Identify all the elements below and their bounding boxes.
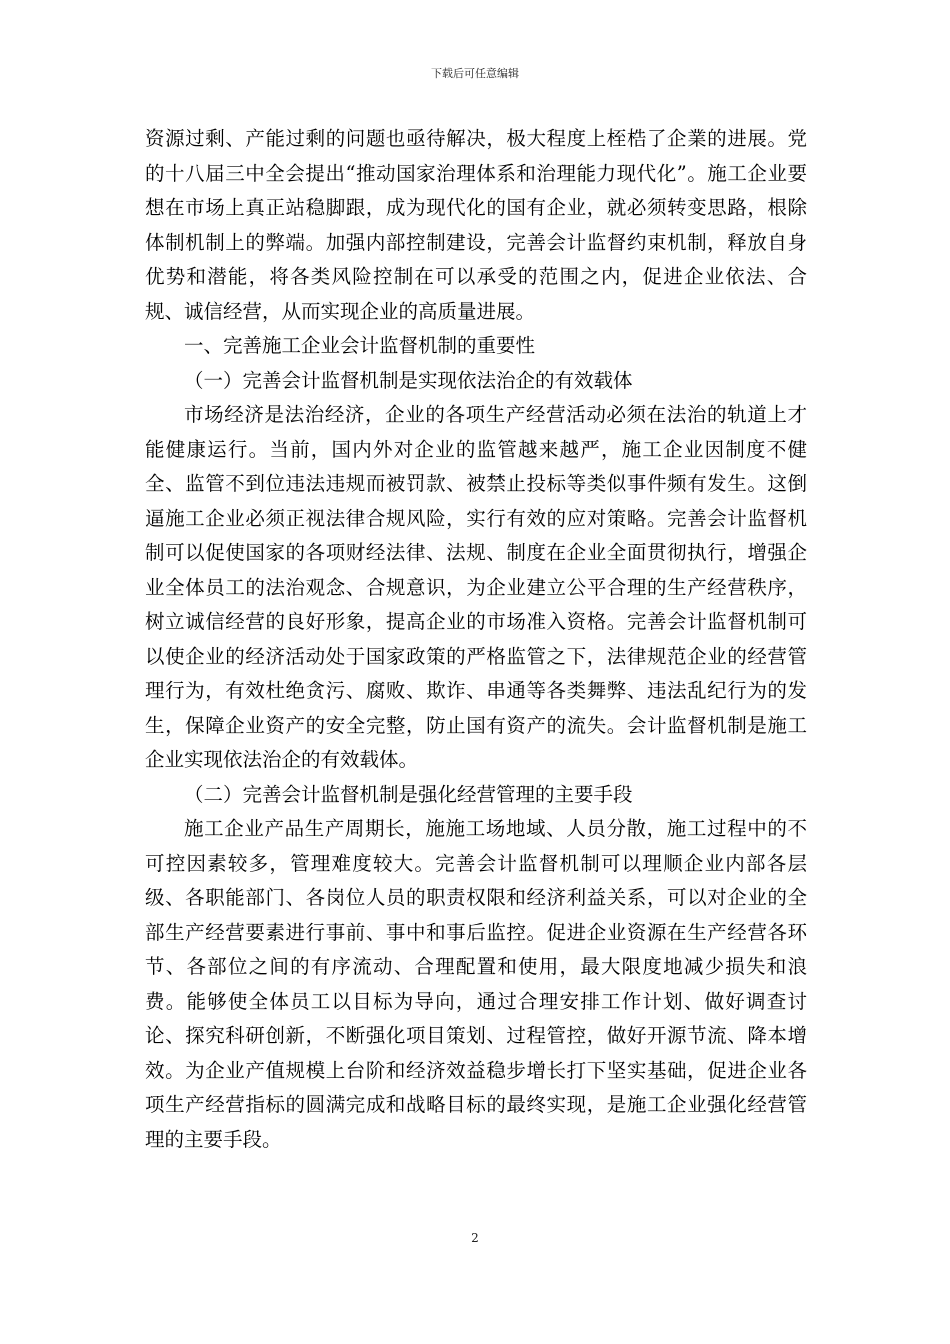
paragraph-management: 施工企业产品生产周期长，施施工场地域、人员分散，施工过程中的不可控因素较多，管理难度较大。完善会计监督机制可以理顺企业内部各层级、各职能部门、各岗位人员的职责权限和经济利益关系，可以对企业的全部生产经营要素进行事前、事中和事后监控。促进企业资源在生产经营各环节、各部位之间的有序流动、合理配置和使用，最大限度地减少损失和浪费。能够使全体员工以目标为导向，通过合理安排工作计划、做好调查讨论、探究科研创新，不断强化项目策划、过程管控，做好开源节流、降本增效。为企业产值规模上台阶和经济效益稳步增长打下坚实基础，促进企业各项生产经营指标的圆满完成和战略目标的最终实现，是施工企业强化经营管理的主要手段。 [145, 817, 807, 1151]
document-body [145, 122, 807, 1157]
section-heading-1: 一、完善施工企业会计监督机制的重要性 [184, 334, 536, 357]
paragraph-rule-of-law: 市场经济是法治经济，企业的各项生产经营活动必须在法治的轨道上才能健康运行。当前，国内外对企业的监管越来越严，施工企业因制度不健全、监管不到位违法违规而被罚款、被禁止投标等类似事件频有发生。这倒逼施工企业必须正视法律合规风险，实行有效的应对策略。完善会计监督机制可以促使国家的各项财经法律、法规、制度在企业全面贯彻执行，增强企业全体员工的法治观念、合规意识，为企业建立公平合理的生产经营秩序，树立诚信经营的良好形象，提高企业的市场准入资格。完善会计监督机制可以使企业的经济活动处于国家政策的严格监管之下，法律规范企业的经营管理行为，有效杜绝贪污、腐败、欺诈、串通等各类舞弊、违法乱纪行为的发生，保障企业资产的安全完整，防止国有资产的流失。会计监督机制是施工企业实现依法治企的有效载体。 [145, 403, 807, 771]
page-number: 2 [471, 1231, 479, 1245]
subsection-heading-2: （二）完善会计监督机制是强化经营管理的主要手段 [184, 782, 633, 806]
subsection-heading-1: （一）完善会计监督机制是实现依法治企的有效载体 [184, 368, 633, 392]
page-header: 下载后可任意编辑 [431, 67, 519, 80]
paragraph-continuation: 资源过剩、产能过剩的问题也亟待解决，极大程度上桎梏了企業的进展。党的十八届三中全会提出“推动国家治理体系和治理能力现代化”。施工企业要想在市场上真正站稳脚跟，成为现代化的国有企业，就必须转变思路，根除体制机制上的弊端。加强内部控制建设，完善会计监督约束机制，释放自身优势和潜能，将各类风险控制在可以承受的范围之内，促进企业依法、合规、诚信经营，从而实现企业的高质量进展。 [145, 127, 807, 323]
